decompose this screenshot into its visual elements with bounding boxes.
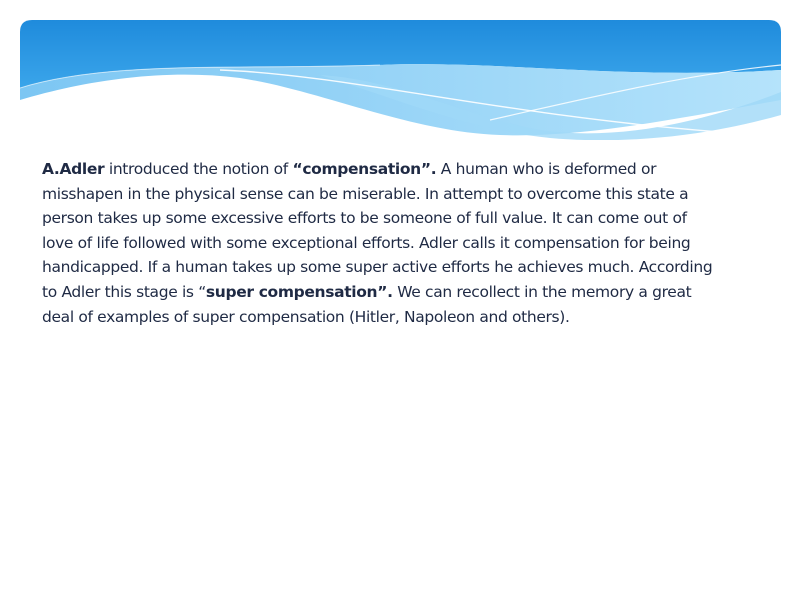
- author-name: A.Adler: [42, 160, 105, 178]
- term-compensation: “compensation”.: [292, 160, 437, 178]
- text-segment-3: We can recollect in the memory a great deal of examples of super compensation (Hitler, Napoleon and others).: [42, 282, 692, 326]
- header-wave-banner: [20, 20, 781, 140]
- text-segment-2: A human who is deformed or misshapen in the physical sense can be miserable. In attempt to overcome this state a person takes up some excessive efforts to be someone of full value. It can come out of love of life followed with some exceptional efforts. Adler calls it compensation for being handicapped. If a human takes up some super active efforts he achieves much. According to Adler this stage is “: [42, 160, 713, 301]
- body-paragraph: [42, 157, 722, 329]
- text-segment-1: introduced the notion of: [104, 160, 293, 178]
- term-super-compensation: super compensation”.: [205, 282, 393, 301]
